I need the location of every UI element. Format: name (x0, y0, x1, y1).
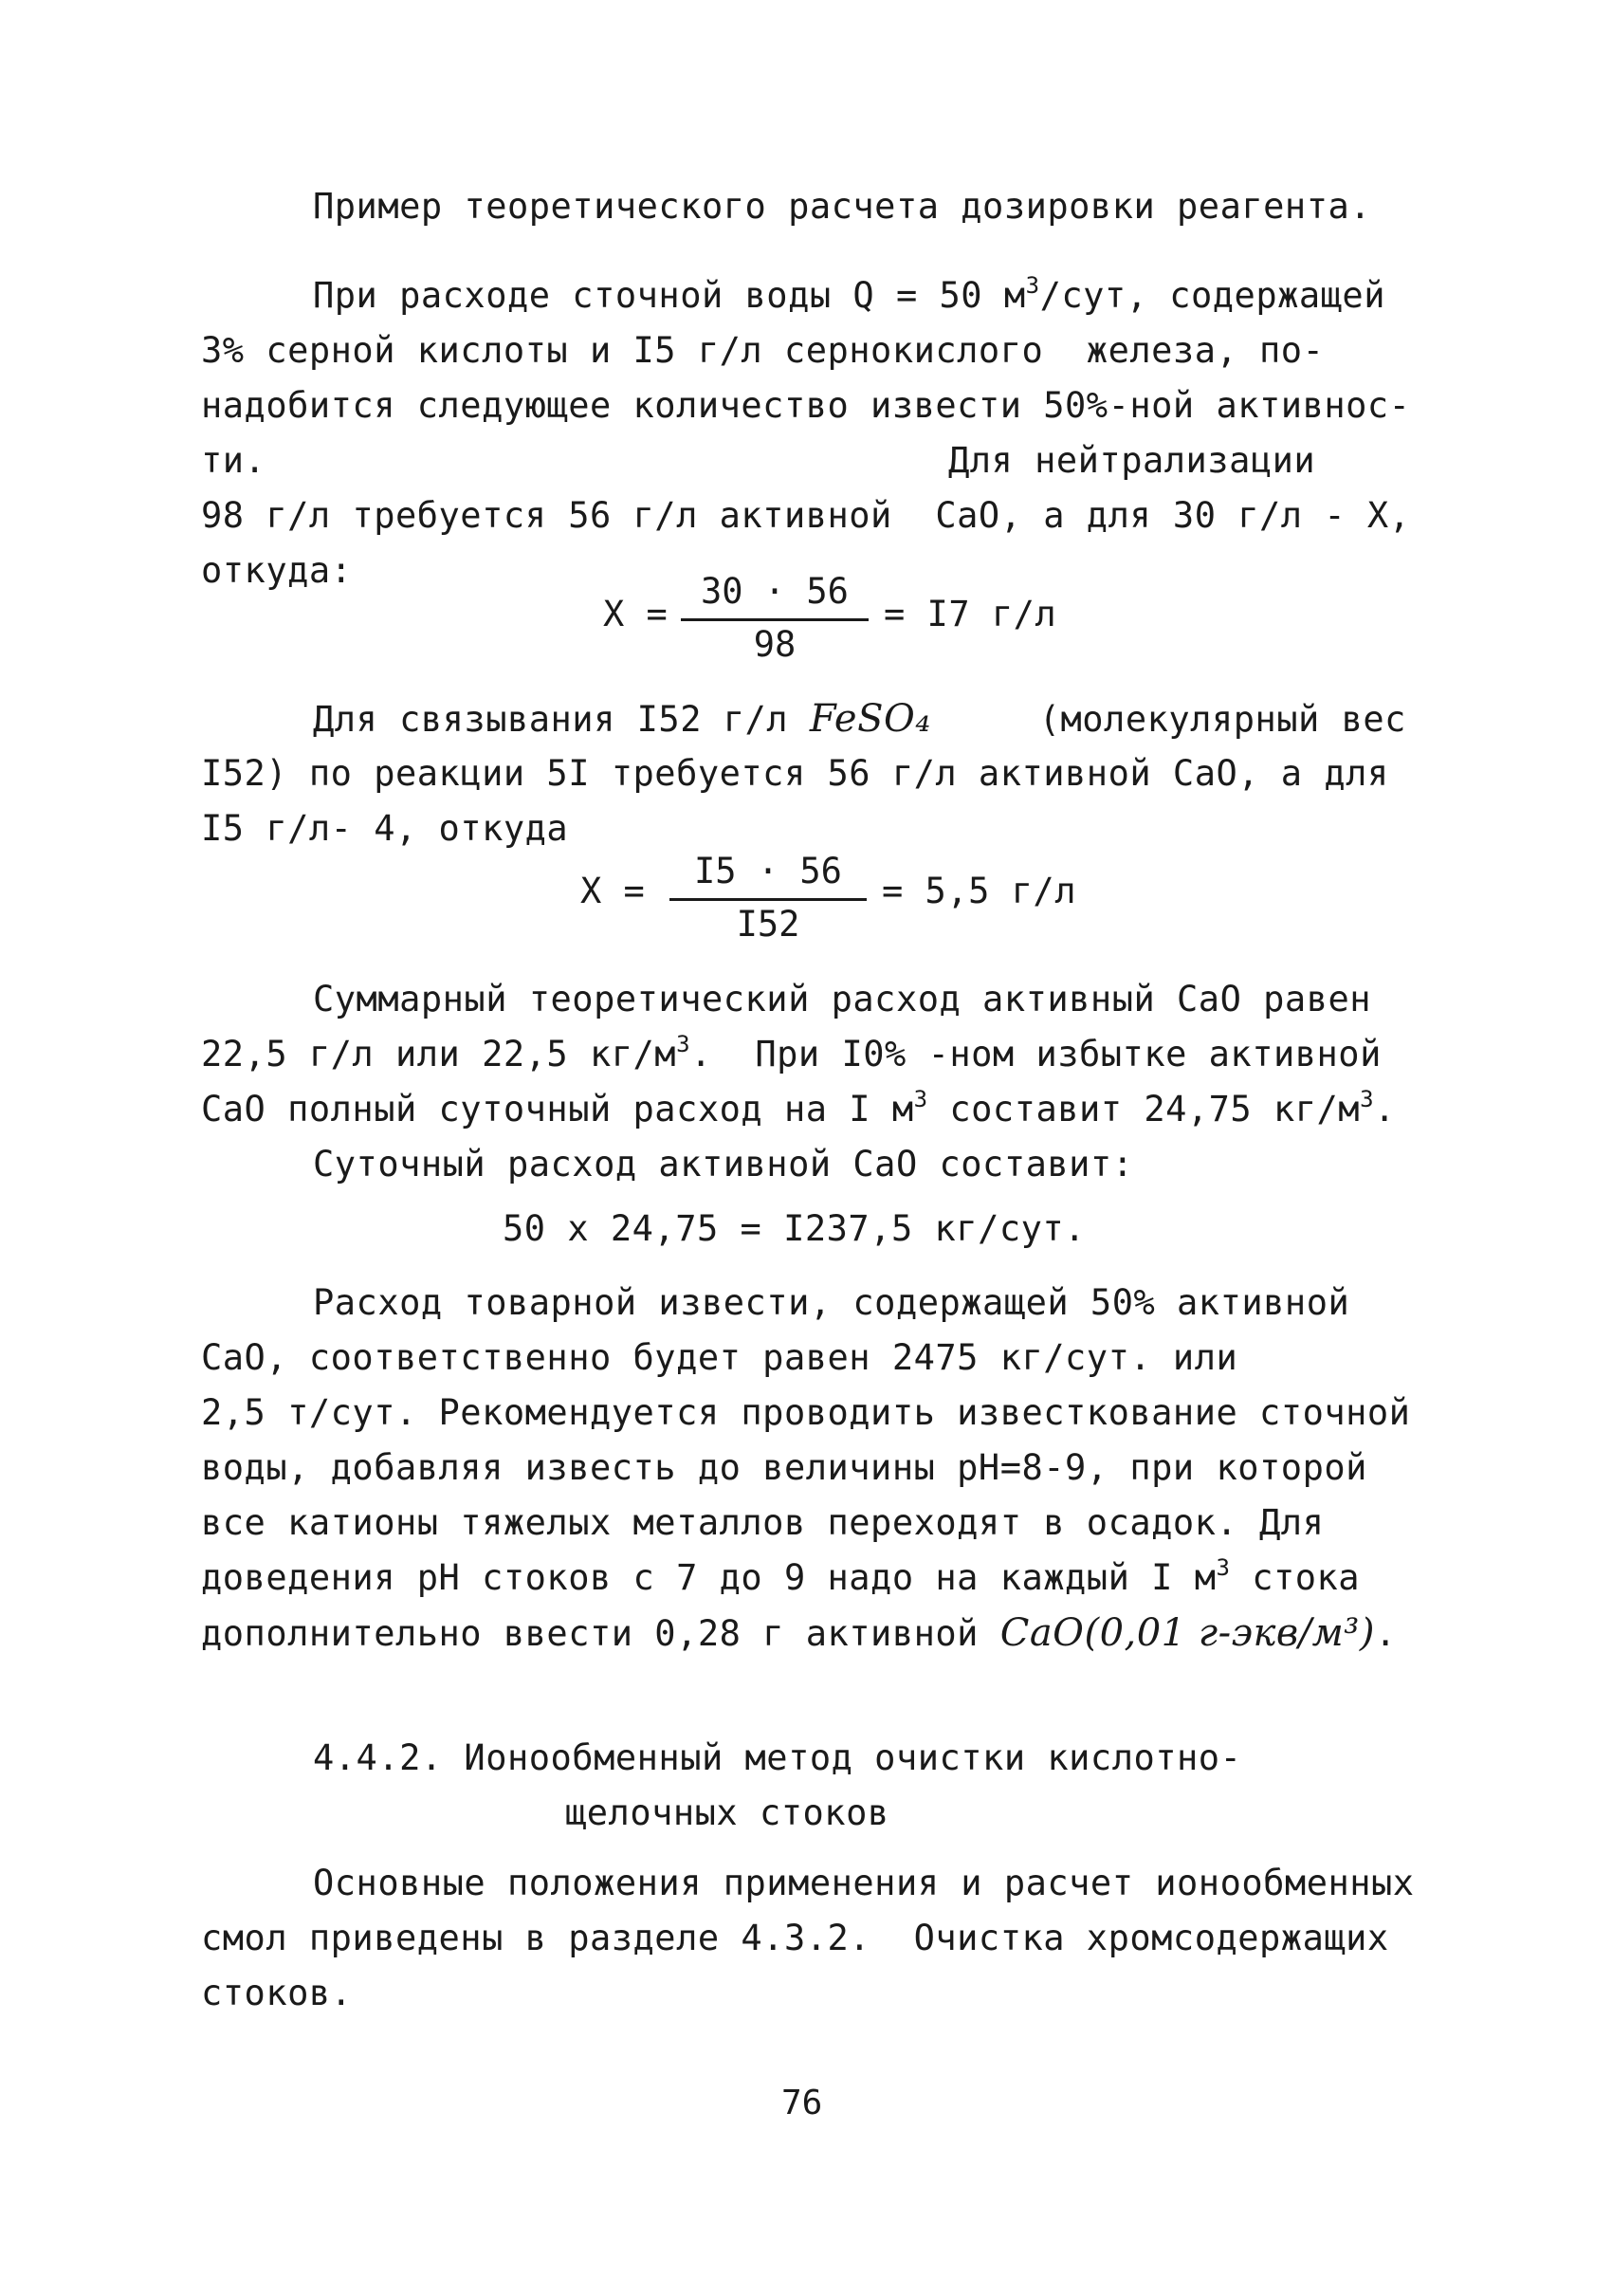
para3-line2-text-end: . При I0% -ном избытке активной (690, 1034, 1382, 1075)
para2-line3: I5 г/л- 4, откуда (201, 808, 569, 849)
para1-line1 (313, 273, 1385, 319)
para1-line4b: Для нейтрализации (948, 440, 1316, 481)
para1-line1-text: При расходе сточной воды Q = 50 м (313, 275, 1026, 316)
para4-line7-text: дополнительно ввести 0,28 г активной (201, 1613, 1000, 1654)
para5-line3: стоков. (201, 1973, 353, 2013)
para5-line1: Основные положения применения и расчет ионообменных (313, 1863, 1415, 1903)
handwritten-formula-cao: CaO(0,01 г-экв/м³) (999, 1611, 1375, 1655)
para1-line4a: ти. (201, 440, 266, 481)
para2-line1-text-end: (молекулярный вес (1038, 699, 1406, 740)
para1-line3: надобится следующее количество извести 50%-ной активнос- (201, 385, 1411, 426)
superscript: 3 (1360, 1086, 1375, 1112)
para3-line3-text-mid: составит 24,75 кг/м (927, 1089, 1361, 1130)
para1-line5: 98 г/л требуется 56 г/л активной CaO, а для 30 г/л - X, (201, 495, 1411, 536)
para4-line6 (201, 1555, 1360, 1601)
para1-line1-text-end: /сут, содержащей (1039, 275, 1385, 316)
superscript: 3 (1216, 1554, 1231, 1581)
daily-consumption-formula: 50 x 24,75 = I237,5 кг/сут. (503, 1208, 1086, 1249)
formula2-lhs: X = (580, 871, 646, 911)
para4-line3: 2,5 т/сут. Рекомендуется проводить известкование сточной (201, 1392, 1411, 1433)
superscript: 3 (1025, 272, 1040, 299)
para4-line2: CaO, соответственно будет равен 2475 кг/сут. или (201, 1337, 1238, 1378)
para3-line3 (201, 1087, 1396, 1132)
para3-line4: Суточный расход активной CaO составит: (313, 1144, 1134, 1185)
para3-line3-text-end: . (1374, 1089, 1396, 1130)
formula1-lhs: X = (603, 594, 669, 634)
para4-line6-text: доведения pH стоков с 7 до 9 надо на каждый I м (201, 1557, 1217, 1598)
para1-line6: откуда: (201, 550, 353, 591)
superscript: 3 (913, 1086, 928, 1112)
para2-line2: I52) по реакции 5I требуется 56 г/л активной CaO, а для (201, 753, 1389, 794)
para2-line1-text: Для связывания I52 г/л (313, 699, 789, 740)
fraction-bar (669, 898, 867, 901)
formula2-result: = 5,5 г/л (882, 871, 1076, 911)
formula1-result: = I7 г/л (884, 594, 1057, 634)
para5-line2: смол приведены в разделе 4.3.2. Очистка хромсодержащих (201, 1918, 1389, 1958)
para3-line2-text: 22,5 г/л или 22,5 кг/м (201, 1034, 677, 1075)
para4-line5: все катионы тяжелых металлов переходят в осадок. Для (201, 1502, 1325, 1543)
para1-line2: 3% серной кислоты и I5 г/л сернокислого железа, по- (201, 330, 1325, 371)
formula2-fraction (669, 849, 867, 953)
fraction-bar (681, 618, 869, 621)
section-title-line1: 4.4.2. Ионообменный метод очистки кислотно- (313, 1737, 1242, 1778)
para3-line2 (201, 1032, 1382, 1077)
para4-line6-text-end: стока (1230, 1557, 1361, 1598)
page-number: 76 (781, 2084, 823, 2122)
formula2-denominator: I52 (736, 904, 800, 945)
handwritten-formula-feso4: FeSO₄ (809, 697, 931, 741)
para4-line7-text-end: . (1374, 1613, 1397, 1654)
superscript: 3 (676, 1031, 691, 1057)
para4-line1: Расход товарной извести, содержащей 50% активной (313, 1282, 1350, 1323)
formula2-numerator: I5 · 56 (694, 851, 842, 891)
para4-line4: воды, добавляя известь до величины pH=8-9, при которой (201, 1447, 1367, 1488)
example-heading: Пример теоретического расчета дозировки реагента. (313, 186, 1372, 227)
para3-line3-text: CaO полный суточный расход на I м (201, 1089, 914, 1130)
formula1-denominator: 98 (753, 624, 797, 665)
formula1-fraction (681, 569, 869, 673)
para4-line7 (201, 1610, 1397, 1657)
para3-line1: Суммарный теоретический расход активный CaO равен (313, 979, 1372, 1019)
section-title-line2: щелочных стоков (565, 1792, 889, 1833)
para2-line1 (313, 696, 1406, 743)
formula1-numerator: 30 · 56 (701, 571, 849, 612)
